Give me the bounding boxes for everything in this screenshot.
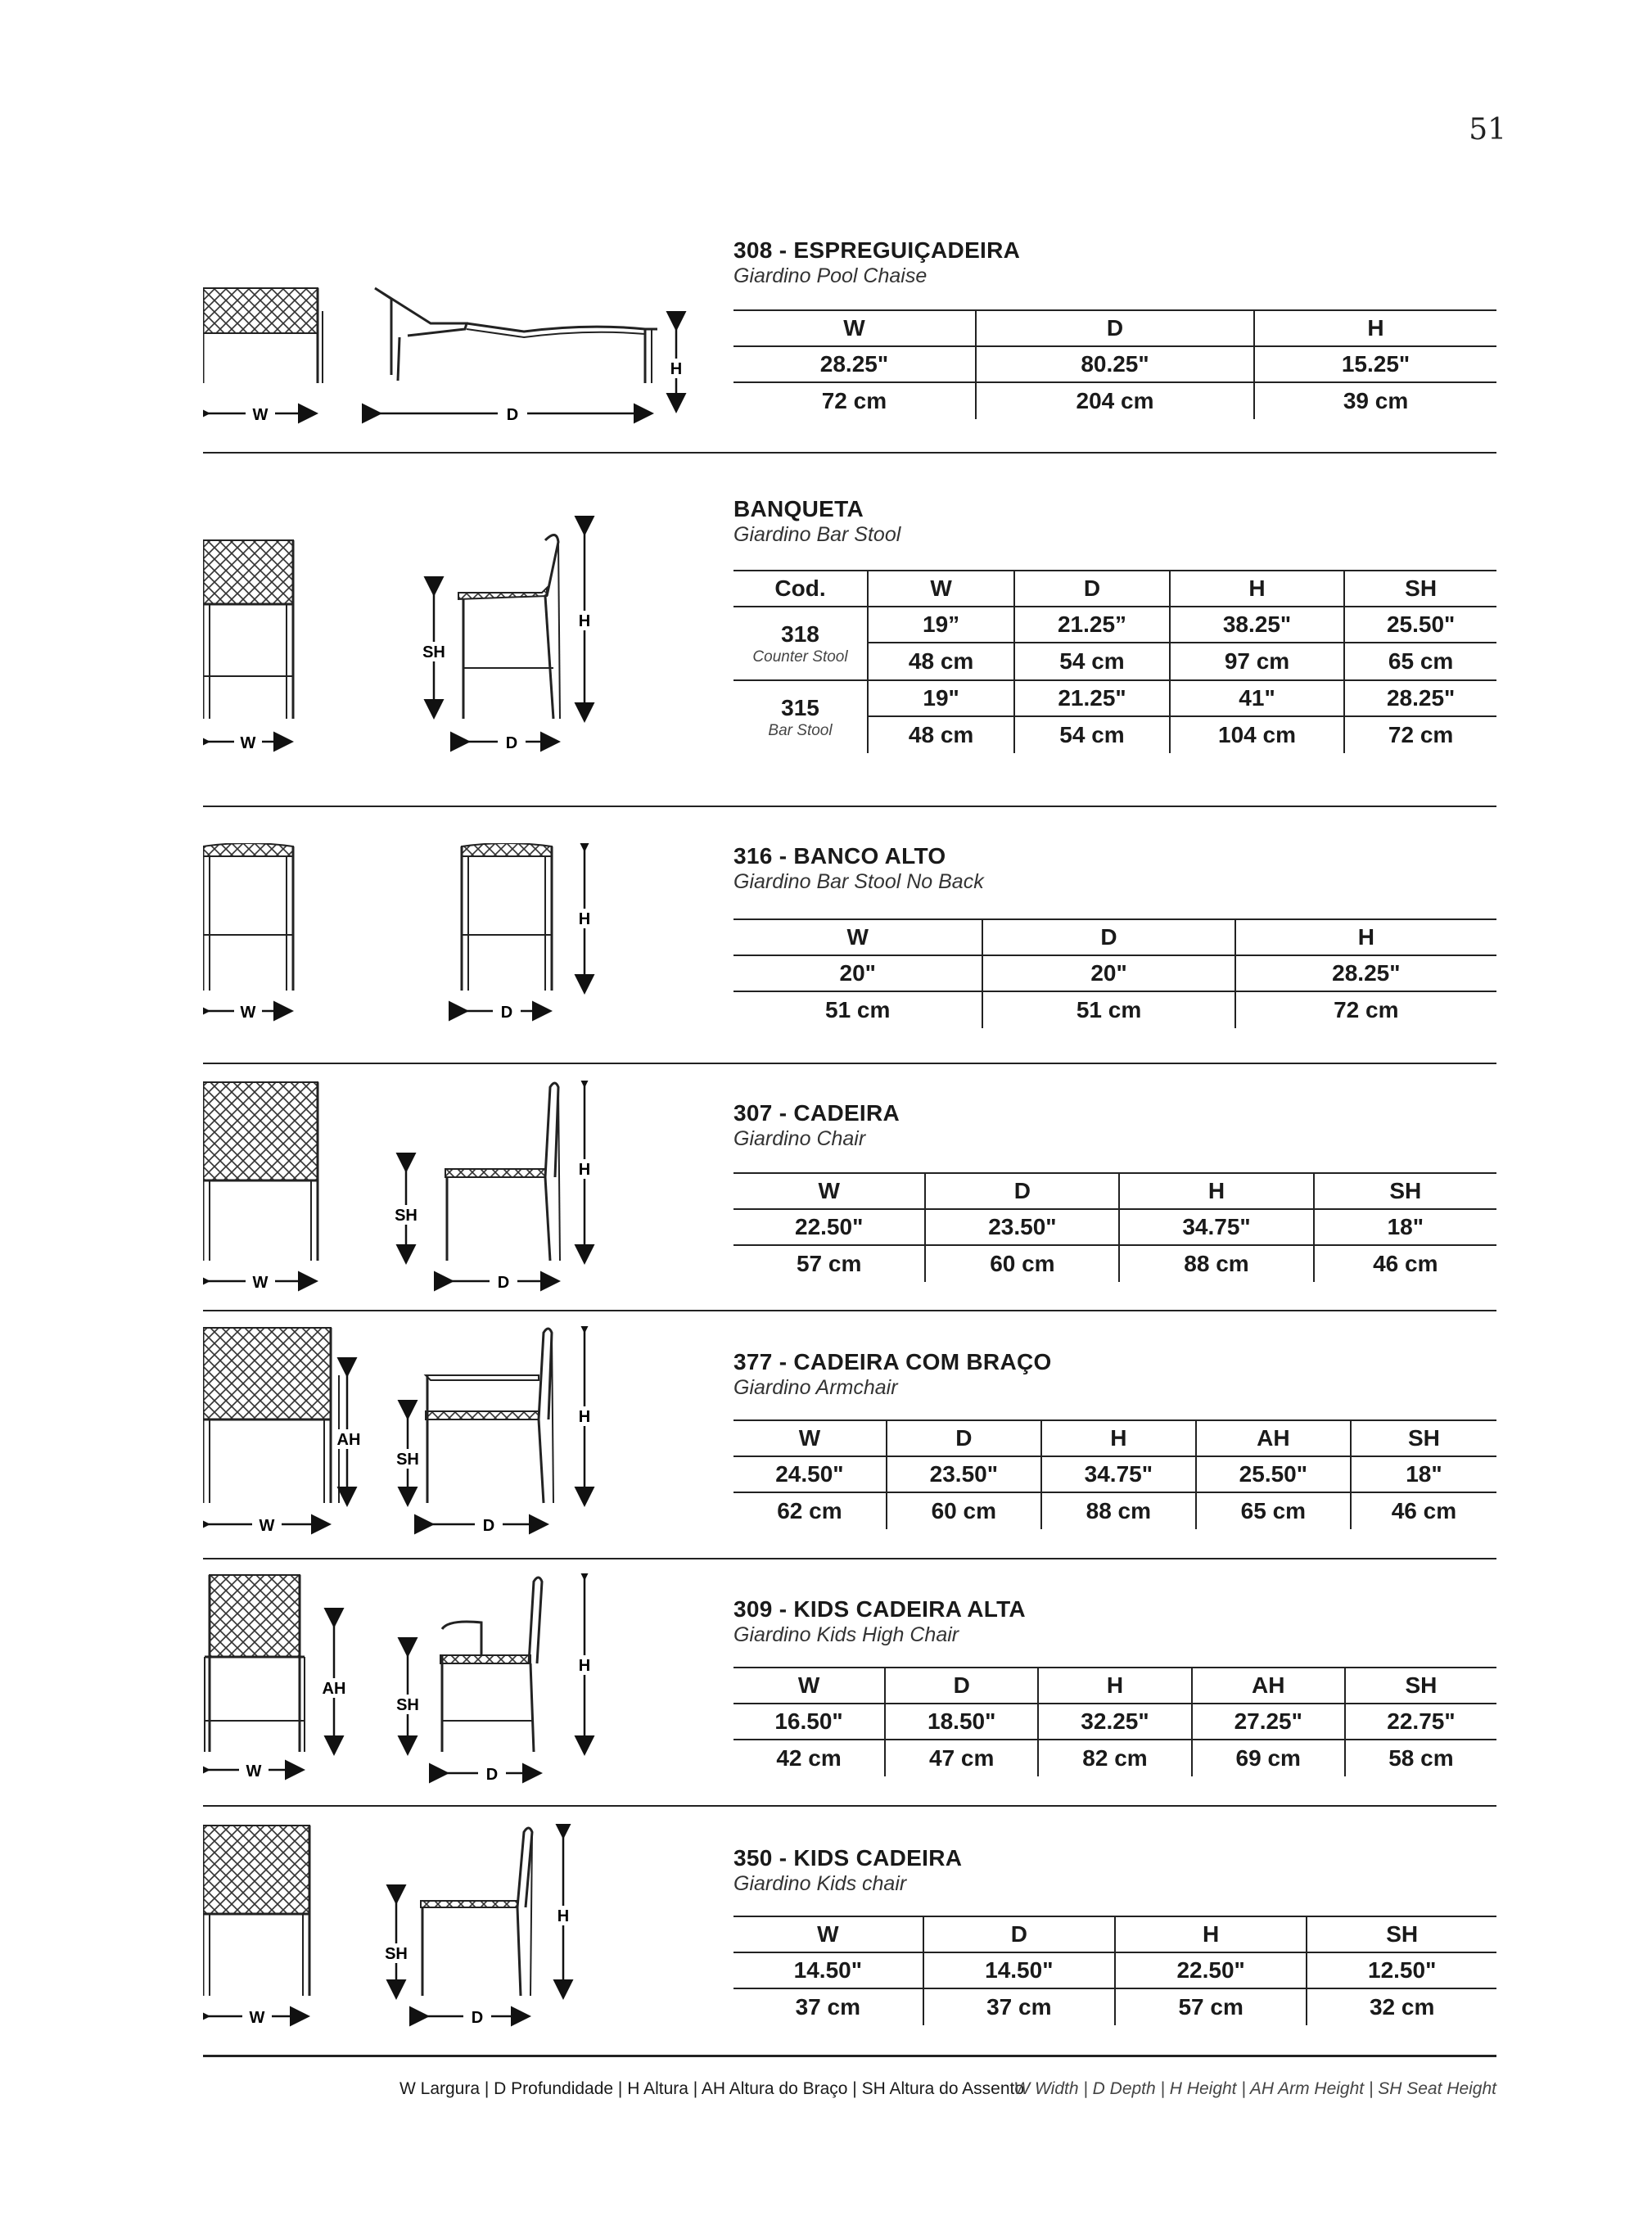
cm-value: 97 cm	[1170, 643, 1345, 680]
dim-label-h: H	[578, 1657, 591, 1675]
col-header-ah: AH	[1192, 1668, 1345, 1704]
inch-value: 21.25”	[1014, 607, 1170, 643]
col-header-w: W	[733, 1668, 885, 1704]
product-code: 318	[781, 621, 819, 647]
col-header-h: H	[1038, 1668, 1191, 1704]
dim-label-sh: SH	[395, 1207, 418, 1225]
dim-label-h: H	[578, 1161, 591, 1179]
product-subtitle: Giardino Kids chair	[733, 1872, 907, 1895]
cm-value: 57 cm	[1115, 1988, 1307, 2025]
col-header-d: D	[982, 919, 1234, 955]
product-code-cell	[733, 607, 868, 680]
product-subtitle: Giardino Bar Stool No Back	[733, 870, 984, 893]
inch-value: 18"	[1314, 1209, 1496, 1245]
product-title: 316 - BANCO ALTO	[733, 843, 946, 869]
cm-value: 82 cm	[1038, 1740, 1191, 1776]
dim-label-w: W	[252, 1274, 269, 1292]
col-header-w: W	[733, 1916, 923, 1952]
product-code-name: Bar Stool	[768, 722, 833, 739]
col-header-h: H	[1254, 310, 1496, 346]
product-code: 315	[781, 695, 819, 720]
dim-label-h: H	[578, 612, 591, 630]
legend-portuguese: W Largura | D Profundidade | H Altura | AH Altura do Braço | SH Altura do Assento	[399, 2079, 1025, 2098]
inch-value: 38.25"	[1170, 607, 1345, 643]
inch-value: 23.50"	[925, 1209, 1119, 1245]
section-divider	[203, 806, 1496, 807]
footer-divider	[203, 2055, 1496, 2057]
product-title: 377 - CADEIRA COM BRAÇO	[733, 1349, 1052, 1374]
inch-value: 23.50"	[887, 1456, 1041, 1492]
dim-label-h: H	[670, 360, 683, 378]
product-308	[203, 237, 1496, 450]
cm-value: 39 cm	[1254, 382, 1496, 419]
cm-value: 46 cm	[1314, 1245, 1496, 1282]
cm-value: 62 cm	[777, 1498, 842, 1523]
cm-value: 88 cm	[1041, 1492, 1196, 1529]
dim-label-h: H	[578, 1408, 591, 1426]
product-title: 309 - KIDS CADEIRA ALTA	[733, 1596, 1026, 1622]
col-header-sh: SH	[1345, 1668, 1496, 1704]
cm-value: 104 cm	[1170, 716, 1345, 753]
dim-label-d: D	[505, 734, 518, 752]
col-header-sh: SH	[1314, 1173, 1496, 1209]
product-title: 308 - ESPREGUIÇADEIRA	[733, 237, 1021, 263]
product-309	[203, 1573, 1496, 1794]
inch-value: 25.50"	[1196, 1456, 1351, 1492]
inch-value: 25.50"	[1344, 607, 1496, 643]
page-number: 51	[1469, 113, 1506, 147]
col-header-w: W	[733, 1173, 925, 1209]
section-divider	[203, 1063, 1496, 1064]
col-header-w: W	[733, 919, 982, 955]
cm-value: 54 cm	[1014, 716, 1170, 753]
cm-value: 37 cm	[923, 1988, 1115, 2025]
inch-value: 22.50"	[1115, 1952, 1307, 1988]
section-divider	[203, 1558, 1496, 1559]
cm-value: 54 cm	[1014, 643, 1170, 680]
inch-value: 28.25"	[1344, 680, 1496, 716]
dim-label-d: D	[471, 2009, 484, 2027]
inch-value: 20"	[982, 955, 1234, 991]
spec-table	[733, 1667, 1496, 1776]
product-subtitle: Giardino Armchair	[733, 1376, 898, 1399]
inch-value: 19”	[868, 607, 1014, 643]
cm-value: 48 cm	[868, 643, 1014, 680]
inch-value: 32.25"	[1038, 1704, 1191, 1740]
legend-english: W Width | D Depth | H Height | AH Arm Height | SH Seat Height	[1013, 2079, 1496, 2098]
product-title: 307 - CADEIRA	[733, 1100, 900, 1126]
col-header-h: H	[1115, 1916, 1307, 1952]
product-subtitle: Giardino Pool Chaise	[733, 264, 928, 287]
dim-label-sh: SH	[385, 1945, 408, 1963]
bar-stool-no-back-drawing	[203, 843, 694, 1048]
bar-stool-drawing	[203, 496, 694, 766]
col-header-h: H	[1041, 1420, 1196, 1456]
product-subtitle: Giardino Kids High Chair	[733, 1623, 959, 1646]
cm-value: 65 cm	[1196, 1492, 1351, 1529]
dim-label-d: D	[482, 1517, 495, 1535]
cm-value: 51 cm	[825, 997, 891, 1022]
inch-value: 24.50"	[733, 1456, 887, 1492]
spec-table	[733, 570, 1496, 753]
inch-value: 15.25"	[1254, 346, 1496, 382]
inch-value: 20"	[733, 955, 982, 991]
cm-value: 42 cm	[776, 1745, 842, 1771]
chair-drawing	[203, 1081, 694, 1302]
col-header-code: Cod.	[733, 571, 868, 607]
cm-value: 88 cm	[1119, 1245, 1313, 1282]
dim-label-h: H	[557, 1907, 570, 1925]
section-divider	[203, 1310, 1496, 1311]
inch-value: 34.75"	[1041, 1456, 1196, 1492]
inch-value: 34.75"	[1119, 1209, 1313, 1245]
inch-value: 19"	[868, 680, 1014, 716]
cm-value: 51 cm	[982, 991, 1234, 1028]
product-banqueta	[203, 496, 1496, 791]
dim-label-d: D	[500, 1004, 513, 1022]
dim-label-sh: SH	[396, 1451, 419, 1469]
col-header-w: W	[733, 1420, 887, 1456]
dim-label-w: W	[252, 406, 269, 424]
cm-value: 58 cm	[1345, 1740, 1496, 1776]
cm-value: 47 cm	[885, 1740, 1038, 1776]
spec-table	[733, 918, 1496, 1028]
dim-label-d: D	[497, 1274, 510, 1292]
cm-value: 48 cm	[868, 716, 1014, 753]
dim-label-d: D	[485, 1766, 499, 1784]
col-header-d: D	[923, 1916, 1115, 1952]
dim-label-ah: AH	[336, 1431, 361, 1449]
cm-value: 72 cm	[821, 388, 887, 413]
dim-label-sh: SH	[422, 643, 445, 661]
inch-value: 16.50"	[733, 1704, 885, 1740]
inch-value: 28.25"	[1235, 955, 1496, 991]
col-header-h: H	[1235, 919, 1496, 955]
cm-value: 32 cm	[1307, 1988, 1496, 2025]
inch-value: 22.50"	[733, 1209, 925, 1245]
dim-label-w: W	[246, 1762, 262, 1780]
col-header-h: H	[1119, 1173, 1313, 1209]
inch-value: 41"	[1170, 680, 1345, 716]
inch-value: 28.25"	[733, 346, 976, 382]
product-377	[203, 1326, 1496, 1547]
kids-high-chair-drawing	[203, 1573, 694, 1794]
spec-table	[733, 1419, 1496, 1529]
dim-label-w: W	[249, 2009, 265, 2027]
product-title: BANQUETA	[733, 496, 864, 521]
product-subtitle: Giardino Bar Stool	[733, 523, 901, 546]
inch-value: 18.50"	[885, 1704, 1038, 1740]
cm-value: 69 cm	[1192, 1740, 1345, 1776]
dim-label-h: H	[578, 910, 591, 928]
chaise-drawing	[203, 237, 694, 450]
inch-value: 14.50"	[733, 1952, 923, 1988]
dim-label-w: W	[240, 734, 256, 752]
product-subtitle: Giardino Chair	[733, 1127, 866, 1150]
col-header-w: W	[868, 571, 1014, 607]
cm-value: 65 cm	[1344, 643, 1496, 680]
col-header-d: D	[1014, 571, 1170, 607]
section-divider	[203, 452, 1496, 454]
dim-label-sh: SH	[396, 1696, 419, 1714]
col-header-h: H	[1170, 571, 1345, 607]
section-divider	[203, 1805, 1496, 1807]
cm-value: 60 cm	[925, 1245, 1119, 1282]
inch-value: 27.25"	[1192, 1704, 1345, 1740]
dim-label-ah: AH	[322, 1680, 346, 1698]
cm-value: 57 cm	[796, 1251, 862, 1276]
cm-value: 37 cm	[795, 1994, 861, 2020]
kids-chair-drawing	[203, 1824, 694, 2037]
col-header-sh: SH	[1307, 1916, 1496, 1952]
dim-label-w: W	[259, 1517, 275, 1535]
inch-value: 12.50"	[1307, 1952, 1496, 1988]
col-header-w: W	[733, 310, 976, 346]
dim-label-d: D	[506, 406, 519, 424]
spec-table	[733, 1916, 1496, 2025]
armchair-drawing	[203, 1326, 694, 1547]
col-header-sh: SH	[1344, 571, 1496, 607]
dim-label-w: W	[240, 1004, 256, 1022]
cm-value: 60 cm	[887, 1492, 1041, 1529]
spec-table	[733, 309, 1496, 419]
cm-value: 72 cm	[1235, 991, 1496, 1028]
inch-value: 21.25"	[1014, 680, 1170, 716]
product-title: 350 - KIDS CADEIRA	[733, 1845, 963, 1871]
col-header-d: D	[885, 1668, 1038, 1704]
spec-table	[733, 1172, 1496, 1282]
inch-value: 14.50"	[923, 1952, 1115, 1988]
col-header-d: D	[887, 1420, 1041, 1456]
cm-value: 204 cm	[976, 382, 1254, 419]
cm-value: 46 cm	[1351, 1492, 1496, 1529]
product-350	[203, 1824, 1496, 2037]
col-header-sh: SH	[1351, 1420, 1496, 1456]
product-code-cell	[733, 680, 868, 753]
cm-value: 72 cm	[1344, 716, 1496, 753]
product-307	[203, 1081, 1496, 1302]
col-header-d: D	[925, 1173, 1119, 1209]
inch-value: 18"	[1351, 1456, 1496, 1492]
product-code-name: Counter Stool	[752, 648, 848, 666]
col-header-d: D	[976, 310, 1254, 346]
product-316	[203, 843, 1496, 1048]
col-header-ah: AH	[1196, 1420, 1351, 1456]
inch-value: 22.75"	[1345, 1704, 1496, 1740]
inch-value: 80.25"	[976, 346, 1254, 382]
